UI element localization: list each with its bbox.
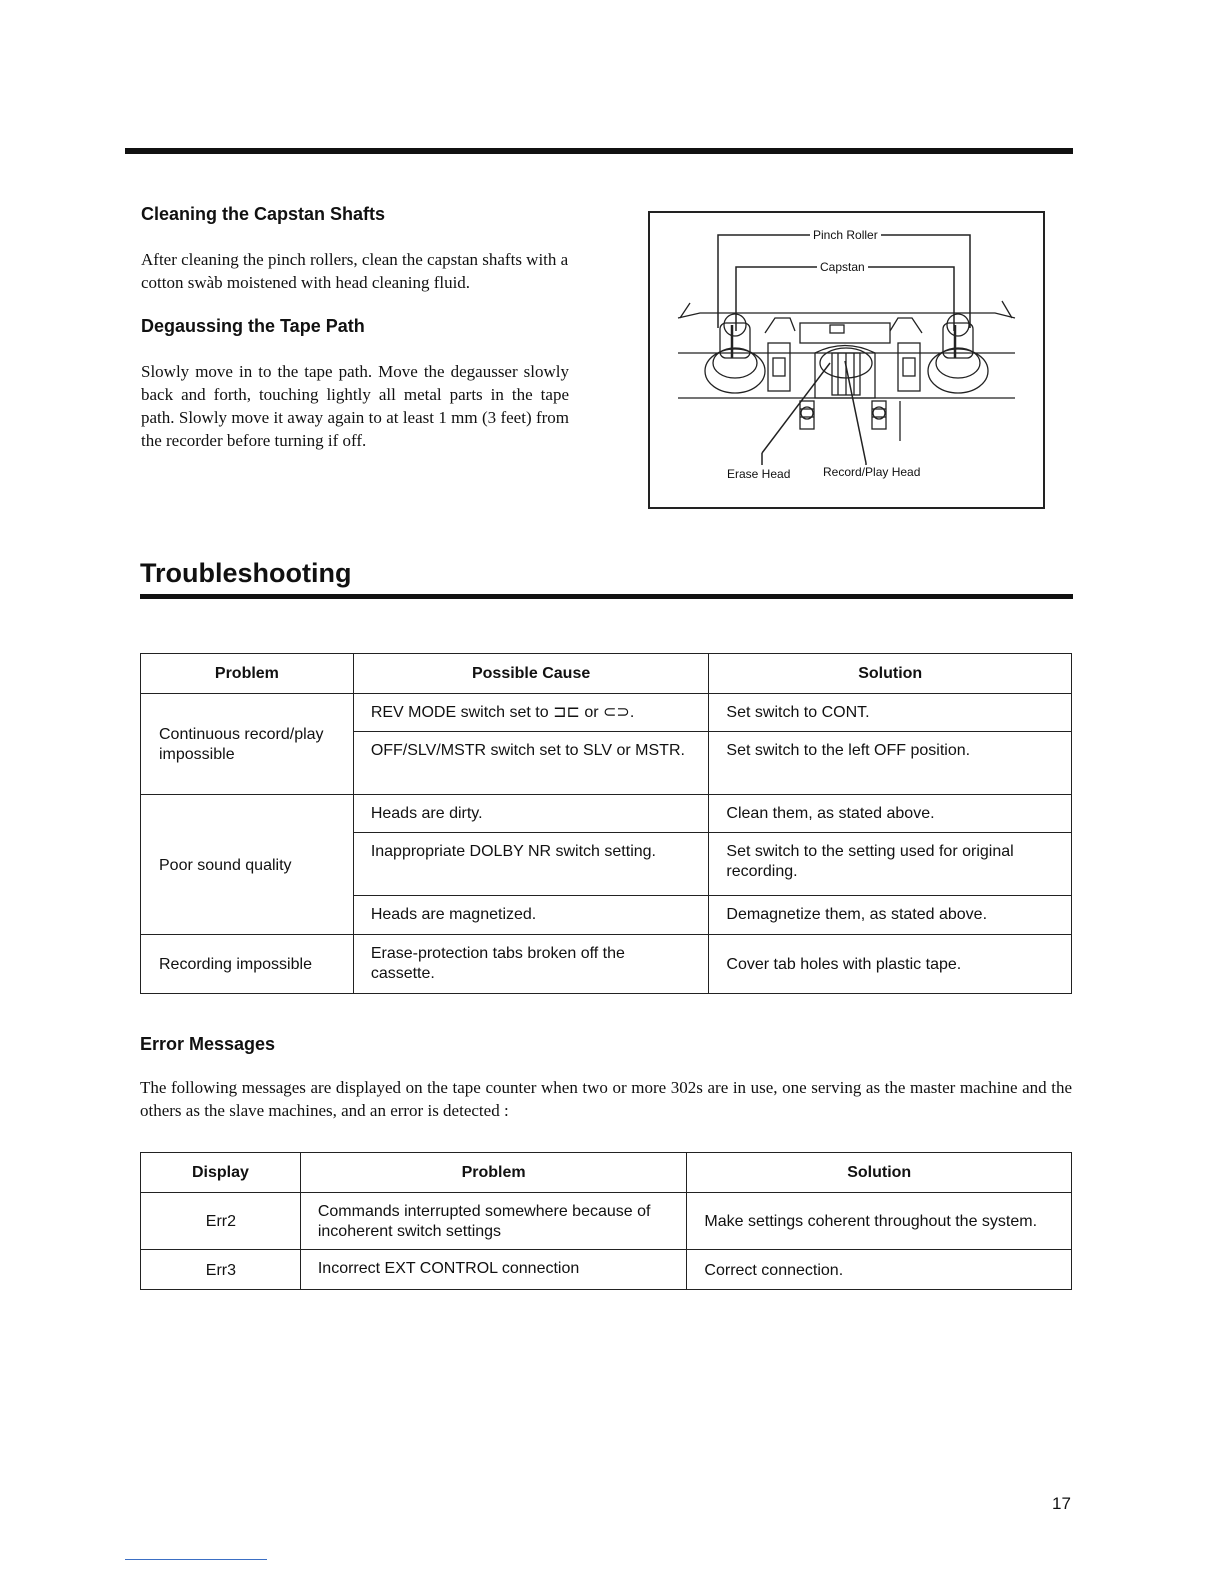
capstan-label: Capstan (817, 260, 868, 274)
solution-cell: Set switch to the left OFF position. (709, 732, 1072, 795)
problem-cell: Recording impossible (141, 935, 354, 994)
problem-cell: Continuous record/play impossible (141, 694, 354, 795)
top-rule (125, 148, 1073, 154)
tape-mechanism-illustration (650, 213, 1043, 507)
problem-cell: Poor sound quality (141, 795, 354, 935)
problem-header: Problem (141, 654, 354, 694)
solution-header: Solution (709, 654, 1072, 694)
tape-path-figure (648, 211, 1045, 509)
display-header: Display (141, 1153, 301, 1193)
solution-header: Solution (687, 1153, 1072, 1193)
cause-cell: OFF/SLV/MSTR switch set to SLV or MSTR. (353, 732, 709, 795)
record-play-head-label: Record/Play Head (820, 465, 923, 479)
troubleshooting-title: Troubleshooting (140, 558, 352, 588)
page-number: 17 (1052, 1494, 1071, 1513)
cause-cell: Heads are dirty. (353, 795, 709, 833)
display-cell: Err2 (141, 1193, 301, 1250)
problem-cell: Incorrect EXT CONTROL connection (300, 1250, 687, 1290)
table-row (141, 795, 1072, 833)
troubleshooting-rule (140, 594, 1073, 599)
footer-line (125, 1559, 267, 1560)
cause-cell: Heads are magnetized. (353, 896, 709, 935)
table-row (141, 1250, 1072, 1290)
error-messages-intro: The following messages are displayed on the tape counter when two or more 302s are in use, one serving as the master machine and the others as the slave machines, and an error is detected : (140, 1078, 1072, 1120)
table-header-row (141, 1153, 1072, 1193)
cause-header: Possible Cause (353, 654, 709, 694)
solution-cell: Correct connection. (687, 1250, 1072, 1290)
pinch-roller-label: Pinch Roller (810, 228, 881, 242)
error-messages-table (140, 1152, 1072, 1290)
degauss-heading: Degaussing the Tape Path (141, 316, 365, 336)
solution-cell: Set switch to CONT. (709, 694, 1072, 732)
solution-cell: Cover tab holes with plastic tape. (709, 935, 1072, 994)
problem-cell: Commands interrupted somewhere because of incoherent switch settings (300, 1193, 687, 1250)
table-header-row (141, 654, 1072, 694)
troubleshooting-table (140, 653, 1072, 994)
error-messages-heading: Error Messages (140, 1034, 276, 1054)
cause-cell: Erase-protection tabs broken off the cassette. (353, 935, 709, 994)
solution-cell: Clean them, as stated above. (709, 795, 1072, 833)
cause-cell: Inappropriate DOLBY NR switch setting. (353, 833, 709, 896)
solution-cell: Make settings coherent throughout the system. (687, 1193, 1072, 1250)
table-row (141, 935, 1072, 994)
solution-cell: Set switch to the setting used for original recording. (709, 833, 1072, 896)
degauss-paragraph: Slowly move in to the tape path. Move the degausser slowly back and forth, touching lightly all metal parts in the tape path. Slowly move it away again to at least 1 mm (3 feet) from the recorder before turning if off. (141, 362, 569, 450)
table-row (141, 694, 1072, 732)
capstan-heading: Cleaning the Capstan Shafts (141, 204, 386, 224)
display-cell: Err3 (141, 1250, 301, 1290)
capstan-paragraph: After cleaning the pinch rollers, clean the capstan shafts with a cotton swàb moistened with head cleaning fluid. (141, 250, 569, 292)
solution-cell: Demagnetize them, as stated above. (709, 896, 1072, 935)
cause-cell: REV MODE switch set to ⊐⊏ or ⊂⊃. (353, 694, 709, 732)
problem-header: Problem (300, 1153, 687, 1193)
table-row (141, 1193, 1072, 1250)
erase-head-label: Erase Head (724, 467, 793, 481)
